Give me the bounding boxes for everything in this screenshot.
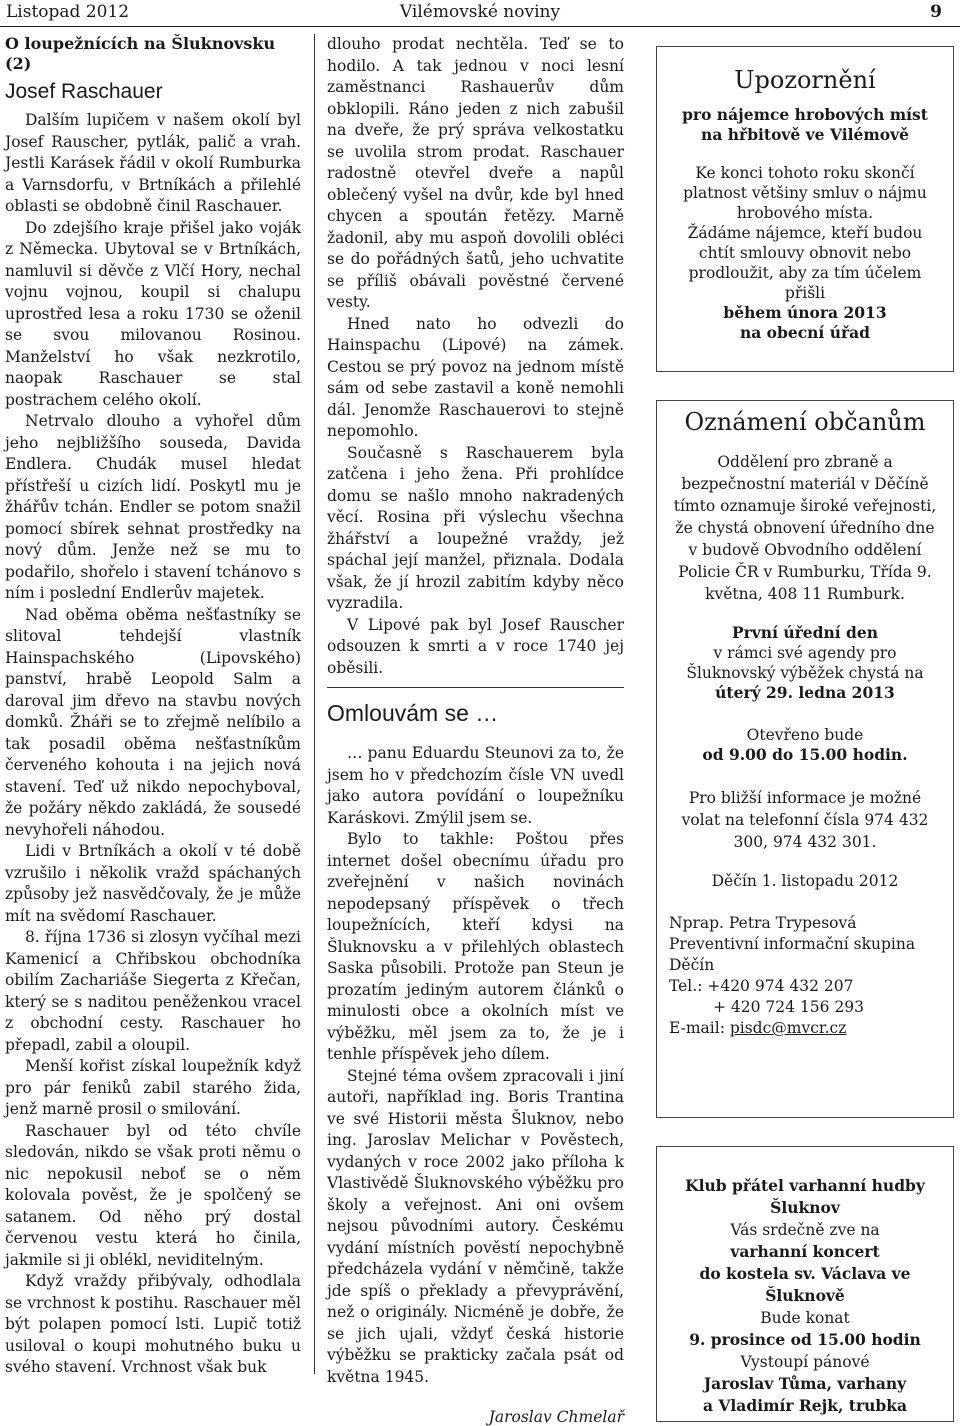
grave-notice-request: Žádáme nájemce, kteří budou chtít smlouvy obnovit nebo prodloužit, aby za tím účelem přišli — [687, 224, 923, 302]
info-phones: Pro bližší informace je možné volat na telefonní čísla 974 432 300, 974 432 301. — [681, 789, 929, 851]
issue-date: Listopad 2012 — [6, 2, 130, 22]
article-paragraph: Do zdejšího kraje přišel jako voják z Německa. Ubytoval se v Brtníkách, namluvil si děvče z Vlčí Hory, nechal vojnu vojnou, koupil si chalupu uprostřed lesa a roku 1730 se oženil se svou milovanou Rosinou. Manželství ho však nezkrotilo, naopak Raschauer se stal postrachem celého okolí. — [5, 218, 301, 409]
concert-organizer: Klub přátel varhanní hudby Šluknov — [685, 1176, 925, 1217]
police-notice-box — [656, 400, 954, 1118]
article-paragraph: Dalším lupičem v našem okolí byl Josef Rauscher, pytlák, palič a vrah. Jestli Karásek řádil v okolí Rumburka a Varnsdorfu, v Brtníkách a přilehlé oblasti se obdobně činil Raschauer. — [5, 111, 301, 215]
article-title: O loupežnících na Šluknovsku (2) — [5, 34, 276, 73]
apology-paragraph: Bylo to takhle: Poštou přes internet došel obecnímu úřadu pro zveřejnění v našich novinách nepodepsaný příspěvek o třech loupežnících, kteří kdysi na Šluknovsku a v přilehlých oblastech Saska působili. Protože pan Steun je prozatím jediným autorem článků o minulosti obce a okolních míst ve výběžku, měl jsem za to, že je i tenhle příspěvek jeho dílem. — [327, 830, 624, 1063]
police-notice-text: Oddělení pro zbraně a bezpečnostní materiál v Děčíně tímto oznamuje široké veřejnosti, že chystá obnovení úředního dne v budově Obvodního oddělení Policie ČR v Rumburku, Třída 9. května, 408 11 Rumburk. — [673, 453, 937, 603]
concert-performers-label: Vystoupí pánové — [740, 1353, 870, 1371]
first-day-text: v rámci své agendy pro Šluknovský výběžek chystá na — [686, 644, 924, 682]
article-paragraph: Netrvalo dlouho a vyhořel dům jeho nejbližšího souseda, Davida Endlera. Chudák musel hledat přístřeší u cizích lidí. Poskytl mu je žhářův tchán. Endler se potom snažil pomocí sbírek sehnat prostředky na nový dům. Jenže než se mu to podařilo, shořelo i stavení tchánovo s ním i poslední Endlerův majetek. — [5, 412, 301, 602]
article-subject: Josef Raschauer — [5, 80, 163, 103]
apology-title: Omlouvám se … — [327, 700, 499, 726]
apology-signature: Jaroslav Chmelař — [488, 1408, 624, 1426]
email-label: E-mail: — [669, 1019, 730, 1037]
article-paragraph: V Lipové pak byl Josef Rauscher odsouzen k smrti a v roce 1740 jej oběsili. — [327, 615, 624, 677]
article-paragraph: Nad oběma oběma nešťastníky se slitoval tehdejší vlastník Hainspachského (Lipovského) panství, hrabě Leopold Salm a daroval jim dřevo na stavbu nových domků. Žháři se to zřejmě nelíbilo a tak posadil oběma nešťastníkům červeného kohouta i na jejich nová stavení. Teď už nikdo nepochyboval, že požáry někdo zakládá, že sousedé nevyhořeli náhodou. — [5, 605, 301, 839]
page-header — [0, 0, 960, 27]
place-date: Děčín 1. listopadu 2012 — [711, 872, 899, 890]
first-day-date: úterý 29. ledna 2013 — [715, 683, 895, 702]
police-notice-title: Oznámení občanům — [684, 408, 926, 436]
article-paragraph: Když vraždy přibývaly, odhodlala se vrchnost k postihu. Raschauer měl být polapen pomocí lsti. Lupič totiž usiloval o koupi mohutného buku u svého stavení. Vrchnost však buk — [5, 1272, 301, 1376]
concert-when-label: Bude konat — [760, 1309, 850, 1327]
article-column-1 — [5, 34, 301, 1379]
article-paragraph: Lidi v Brtníkách a okolí v té době vzrušilo i několik vražd spáchaných způsoby jež nasvědčovaly, že je může mít na svědomí Raschauer. — [5, 842, 301, 925]
concert-performer-1: Jaroslav Tůma, varhany — [703, 1374, 907, 1393]
article-paragraph: 8. října 1736 si zlosyn vyčíhal mezi Kamenicí a Chřibskou obchodníka obilím Zachariáše Siegerta z Křečan, který se s naditou peněženkou vracel z obchodní cesty. Raschauer ho přepadl, zabil a oloupil. — [5, 928, 301, 1054]
article-paragraph: dlouho prodat nechtěla. Teď se to hodilo. A tak jednou v noci lesní zaměstnanci Rashauerův dům obklopili. Ráno jeden z nich zabušil na dveře, že prý správa velkostatku se uvolila strom prodat. Raschauer radostně otevřel dveře a napůl oblečený vyšel na dvůr, kde byl hned chycen a spoután řetězy. Marně žadonil, aby mu aspoň dovolili obléci se do pořádných šatů, jeho uchvatite se příliš obávali pověstné červené vesty. — [327, 35, 624, 311]
grave-notice-subtitle: pro nájemce hrobových míst na hřbitově ve Vilémově — [682, 105, 928, 144]
concert-box — [656, 1146, 954, 1422]
grave-notice-box — [656, 46, 954, 372]
email-link[interactable]: pisdc@mvcr.cz — [729, 1019, 847, 1037]
article-paragraph: Současně s Raschauerem byla zatčena i jeho žena. Při prohlídce domu se našlo mnoho nakradených věcí. Rosina při výslechu všechna žhářství a loupežné vraždy, jež spáchal její manžel, přiznala. Dodala však, že jí hrozil zabitím kdyby něco vyzradila. — [327, 443, 624, 612]
grave-notice-title: Upozornění — [734, 66, 876, 94]
concert-performer-2: a Vladimír Rejk, trubka — [702, 1396, 908, 1415]
concert-invite: Vás srdečně zve na — [730, 1221, 880, 1239]
grave-notice-deadline: během února 2013 na obecní úřad — [723, 303, 887, 342]
page-number: 9 — [930, 2, 942, 22]
grave-notice-text: Ke konci tohoto roku skončí platnost většiny smluv o nájmu hrobového místa. — [683, 164, 927, 222]
contact-name: Nprap. Petra Trypesová — [669, 914, 857, 932]
contact-phone: Tel.: +420 974 432 207 — [669, 977, 854, 995]
opening-hours: od 9.00 do 15.00 hodin. — [702, 745, 908, 764]
section-divider — [327, 687, 624, 688]
concert-time: 9. prosince od 15.00 hodin — [689, 1330, 921, 1349]
apology-paragraph: … panu Eduardu Steunovi za to, že jsem ho v předchozím čísle VN uvedl jako autora povídání o loupežníku Karáskovi. Zmýlil jsem se. — [327, 744, 624, 827]
concert-place: do kostela sv. Václava ve Šluknově — [699, 1264, 911, 1305]
article-column-2 — [327, 34, 624, 1426]
opening-label: Otevřeno bude — [746, 726, 864, 744]
newspaper-title: Vilémovské noviny — [399, 2, 561, 22]
article-paragraph: Hned nato ho odvezli do Hainspachu (Lipové) na zámek. Cestou se prý povoz na jednom místě sám od sebe zastavil a koně nemohli dál. Jenomže Raschauerovi to stejně nepomohlo. — [327, 314, 624, 440]
column-divider — [314, 34, 315, 1374]
concert-event: varhanní koncert — [730, 1242, 880, 1261]
article-paragraph: Menší kořist získal loupežník když pro pár feniků zabil starého žida, jenž marně prosil o smilování. — [5, 1057, 301, 1118]
article-paragraph: Raschauer byl od této chvíle sledován, nikdo se však proti němu o nic nepokusil neboť se o něm kolovala pověst, že je spolčený se satanem. Od něho prý dostal červenou vestu která ho činila, jakmile si ji oblékl, neviditelným. — [5, 1121, 301, 1269]
contact-mobile: + 420 724 156 293 — [713, 998, 865, 1016]
first-day-label: První úřední den — [731, 623, 879, 642]
contact-organization: Preventivní informační skupina Děčín — [669, 935, 916, 974]
apology-paragraph: Stejné téma ovšem zpracovali i jiní autoři, například ing. Boris Trantina ve své Historii města Šluknov, nebo ing. Jaroslav Melichar v Pověstech, vydaných v roce 2002 jako příloha k Vlastivědě Šluknovského výběžku pro školy a veřejnost. Ani oni ovšem nejsou původními autory. Českému vydání místních pověstí nepochybně předcházela vydání v němčině, takže jde spíš o překlady a převyprávění, než o originály. Nicméně je dobře, že se jich ujali, vždyť česká historie výběžku se prakticky začala psát od května 1945. — [327, 1066, 624, 1386]
contact-email-row — [669, 1018, 953, 1039]
